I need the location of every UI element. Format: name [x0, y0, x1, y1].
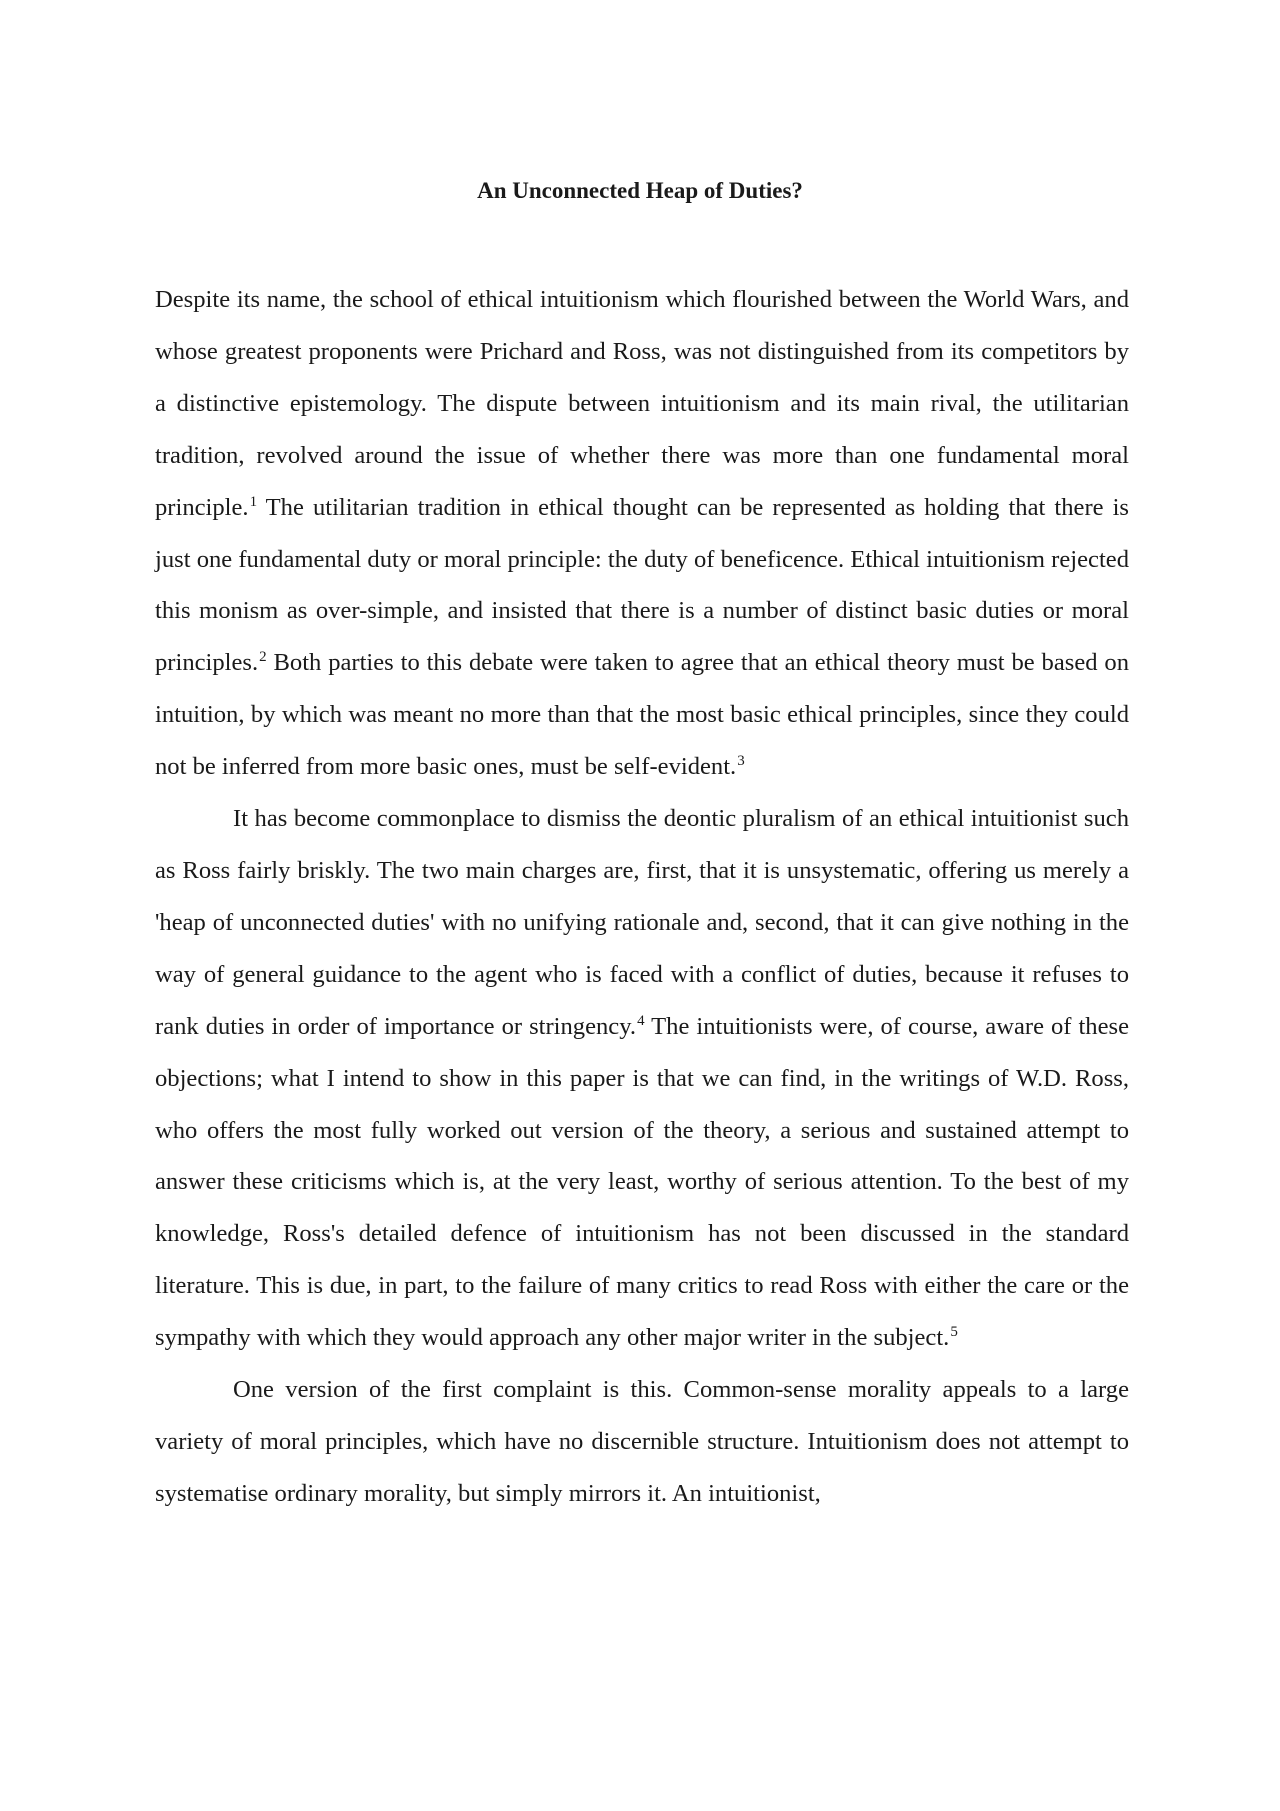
- paper-title: An Unconnected Heap of Duties?: [477, 178, 803, 203]
- paragraph-2: [155, 793, 1129, 1364]
- footnote-marker-3: 3: [737, 753, 745, 770]
- paragraph-3: [155, 1364, 1129, 1520]
- paper-body: [155, 274, 1129, 1520]
- paragraph-1-text-3: Both parties to this debate were taken to agree that an ethical theory must be based on intuition, by which was meant no more than that the most basic ethical principles, since they could not be inferred from more basic ones, must be self-evident.: [155, 649, 1129, 781]
- paragraph-2-text-1: It has become commonplace to dismiss the deontic pluralism of an ethical intuitionist such as Ross fairly briskly. The two main charges are, first, that it is unsystematic, offering us merely a 'heap of unconnected duties' with no unifying rationale and, second, that it can give nothing in the way of general guidance to the agent who is faced with a conflict of duties, because it refuses to rank duties in order of importance or stringency.: [155, 805, 1129, 1040]
- paragraph-1-text-2: The utilitarian tradition in ethical thought can be represented as holding that there is just one fundamental duty or moral principle: the duty of beneficence. Ethical intuitionism rejected this monism as over-simple, and insisted that there is a number of distinct basic duties or moral principles.: [155, 493, 1129, 677]
- paragraph-1-text-1: Despite its name, the school of ethical intuitionism which flourished between the World Wars, and whose greatest proponents were Prichard and Ross, was not distinguished from its competitors by a distinctive epistemology. The dispute between intuitionism and its main rival, the utilitarian tradition, revolved around the issue of whether there was more than one fundamental moral principle.: [155, 286, 1129, 521]
- footnote-marker-2: 2: [259, 649, 267, 666]
- footnote-marker-4: 4: [637, 1012, 645, 1029]
- paragraph-1: [155, 274, 1129, 793]
- paragraph-2-text-2: The intuitionists were, of course, aware of these objections; what I intend to show in this paper is that we can find, in the writings of W.D. Ross, who offers the most fully worked out version of the theory, a serious and sustained attempt to answer these criticisms which is, at the very least, worthy of serious attention. To the best of my knowledge, Ross's detailed defence of intuitionism has not been discussed in the standard literature. This is due, in part, to the failure of many critics to read Ross with either the care or the sympathy with which they would approach any other major writer in the subject.: [155, 1012, 1130, 1352]
- footnote-marker-1: 1: [249, 493, 258, 510]
- footnote-marker-5: 5: [950, 1324, 958, 1341]
- paragraph-3-text-1: One version of the first complaint is this. Common-sense morality appeals to a large variety of moral principles, which have no discernible structure. Intuitionism does not attempt to systematise ordinary morality, but simply mirrors it. An intuitionist,: [155, 1376, 1129, 1507]
